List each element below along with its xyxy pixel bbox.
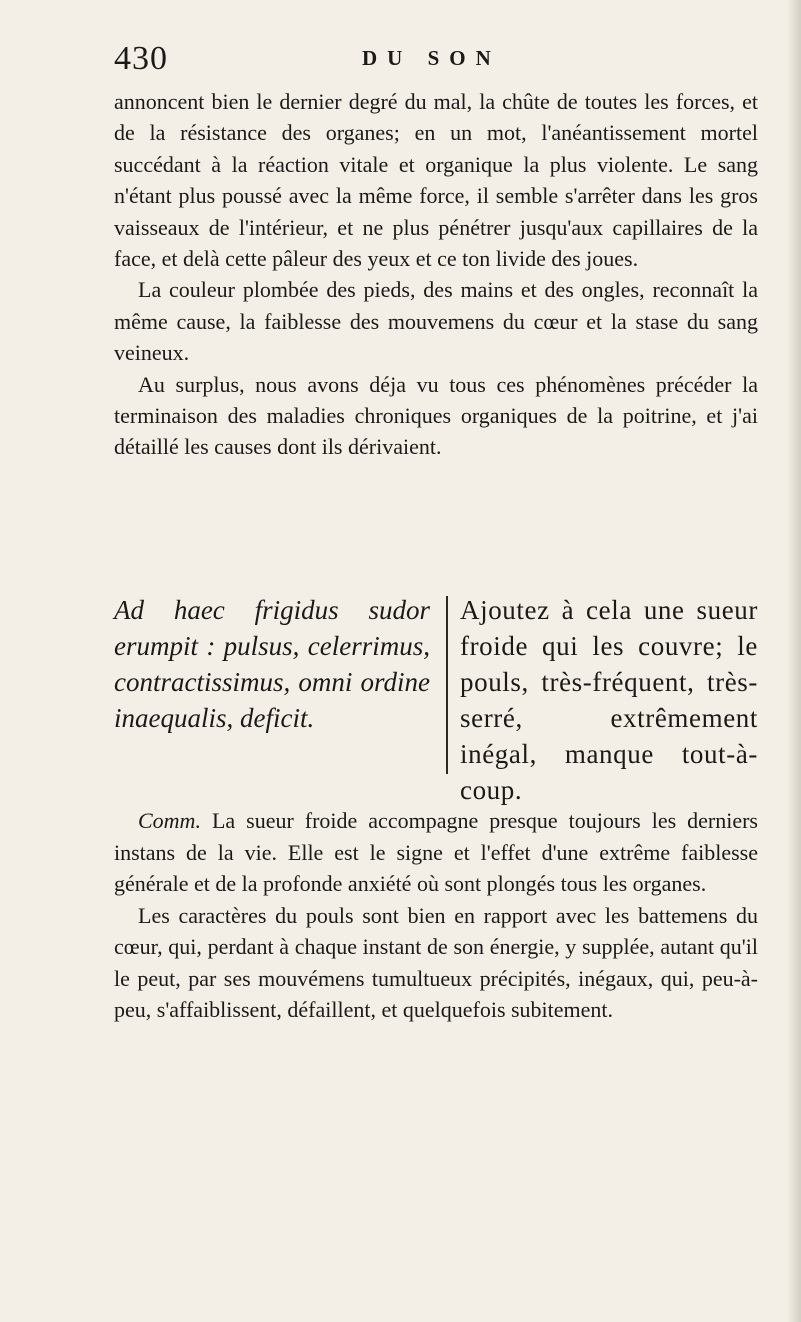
column-divider	[446, 596, 448, 774]
commentary	[114, 805, 758, 1026]
commentary-text-1: La sueur froide accompagne presque toujours les derniers instans de la vie. Elle est le signe et l'effet d'une extrême faiblesse générale et de la profonde anxiété où sont plongés tous les organes.	[114, 808, 758, 896]
commentary-paragraph-2: Les caractères du pouls sont bien en rapport avec les battemens du cœur, qui, perdant à chaque instant de son énergie, y supplée, autant qu'il le peut, par ses mouvémens tumultueux précipités, inégaux, qui, peu-à-peu, s'affaiblissent, défaillent, et quelquefois subitement.	[114, 902, 758, 1022]
commentary-label: Comm.	[138, 808, 201, 833]
latin-aphorism: Ad haec frigidus sudor erumpit : pulsus, celerrimus, contractissimus, omni ordine inaequalis, deficit.	[114, 595, 430, 733]
page-header	[114, 40, 754, 80]
french-translation: Ajoutez à cela une sueur froide qui les couvre; le pouls, très-fréquent, très-serré, extrêmement inégal, manque tout-à-coup.	[460, 595, 758, 805]
paragraph-au-surplus: Au surplus, nous avons déja vu tous ces phénomènes précéder la terminaison des maladies chroniques organiques de la poitrine, et j'ai détaillé les causes dont ils dérivaient.	[114, 371, 758, 460]
page-edge-shadow	[787, 0, 801, 1322]
page-number: 430	[114, 40, 168, 77]
running-head: DU SON	[362, 46, 501, 70]
commentary-paragraph-1	[114, 805, 758, 900]
aphorism-block	[114, 592, 758, 805]
paragraph-plombee: La couleur plombée des pieds, des mains et des ongles, reconnaît la même cause, la faiblesse des mouvemens du cœur et la stase du sang veineux.	[114, 277, 758, 366]
paragraph-continuation: annoncent bien le dernier degré du mal, la chûte de toutes les forces, et de la résistance des organes; en un mot, l'anéantissement mortel succédant à la réaction vitale et organique la plus violente. Le sang n'étant plus poussé avec la même force, il semble s'arrêter dans les gros vaisseaux de l'intérieur, et ne plus pénétrer jusqu'aux capillaires de la face, et delà cette pâleur des yeux et ce ton livide des joues.	[114, 89, 758, 272]
main-text	[114, 86, 758, 463]
